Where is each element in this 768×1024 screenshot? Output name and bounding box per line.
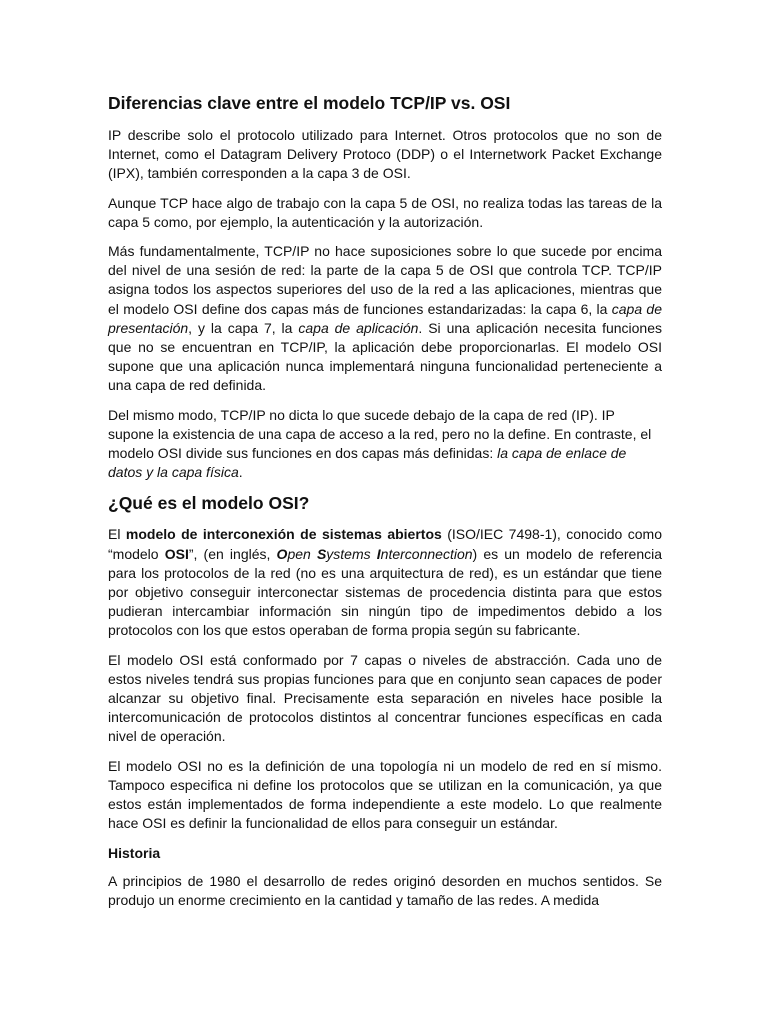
heading-que-es-osi: ¿Qué es el modelo OSI? (108, 493, 310, 514)
bold-osi: OSI (164, 545, 189, 562)
paragraph-modelo-osi-definicion (108, 525, 662, 640)
text-run: Más fundamentalmente, TCP/IP no hace suposiciones sobre lo que sucede por encima del nivel de una sesión de red: la parte de la capa 5 de OSI que controla TCP. TCP/IP asigna todos los aspectos superiores del uso de la red a las aplicaciones, mientras que el modelo OSI define dos capas más de funciones estandarizadas: la capa 6, la (108, 243, 662, 317)
italic-capa-enlace: la capa de enlace de datos y la capa física (108, 445, 627, 481)
italic-capa-presentacion: capa de presentación (108, 300, 662, 336)
text-run: El (108, 526, 126, 543)
text-run: (ISO/IEC 7498-1), conocido como “modelo (108, 526, 662, 562)
heading-tcpip-vs-osi: Diferencias clave entre el modelo TCP/IP vs. OSI (108, 93, 511, 113)
italic-pen: pen (287, 545, 317, 562)
paragraph-del-mismo-modo (108, 406, 662, 483)
text-run: ) es un modelo de referencia para los protocolos de la red (no es una arquitectura de red), es un estándar que tiene por objetivo conseguir interconectar sistemas de procedencia distinta para que estos pudieran intercambiar información sin ningún tipo de impedimentos debido a los protocolos con los que estos operaban de forma propia según su fabricante. (108, 545, 662, 639)
paragraph-historia: A principios de 1980 el desarrollo de redes originó desorden en muchos sentidos. Se produjo un enorme crecimiento en la cantidad y tamaño de las redes. A medida (108, 872, 662, 908)
bold-modelo-interconexion: modelo de interconexión de sistemas abiertos (125, 526, 442, 543)
text-run: . Si una aplicación necesita funciones que no se encuentran en TCP/IP, la aplicación debe proporcionarlas. El modelo OSI supone que una aplicación nunca implementará ninguna funcionalidad perteneciente a una capa de red definida. (108, 319, 663, 394)
italic-capa-aplicacion: capa de aplicación (298, 319, 419, 336)
bold-italic-i: I (376, 545, 381, 562)
text-run: , y la capa 7, la (188, 319, 299, 336)
paragraph-siete-capas: El modelo OSI está conformado por 7 capas o niveles de abstracción. Cada uno de estos niveles tendrá sus propias funciones para que en conjunto sean capaces de poder alcanzar su objetivo final. Precisamente esta separación en niveles hace posible la intercomunicación de protocolos distintos al concentrar funciones específicas en cada nivel de operación. (108, 651, 662, 745)
bold-italic-o: O (276, 545, 288, 562)
text-run: Del mismo modo, TCP/IP no dicta lo que sucede debajo de la capa de red (IP). IP supone la existencia de una capa de acceso a la red, pero no la define. En contraste, el modelo OSI divide sus funciones en dos capas más definidas: (108, 406, 652, 462)
italic-nterconnection: nterconnection (380, 545, 473, 562)
text-run: ”, (en inglés, (188, 545, 277, 562)
paragraph-tcp-capa5: Aunque TCP hace algo de trabajo con la capa 5 de OSI, no realiza todas las tareas de la capa 5 como, por ejemplo, la autenticación y la autorización. (108, 194, 662, 230)
heading-historia: Historia (108, 844, 161, 861)
paragraph-ip: IP describe solo el protocolo utilizado para Internet. Otros protocolos que no son de Internet, como el Datagram Delivery Protoco (DDP) o el Internetwork Packet Exchange (IPX), también corresponden a la capa 3 de OSI. (108, 127, 662, 182)
text-run: . (238, 464, 243, 481)
paragraph-fundamentalmente (108, 242, 662, 396)
italic-ystems: ystems (326, 545, 377, 562)
paragraph-no-es-topologia: El modelo OSI no es la definición de una topología ni un modelo de red en sí mismo. Tampoco especifica ni define los protocolos que se utilizan en la comunicación, ya que estos están implementados de forma independiente a este modelo. Lo que realmente hace OSI es definir la funcionalidad de ellos para conseguir un estándar. (108, 757, 662, 832)
bold-italic-s: S (316, 545, 327, 562)
